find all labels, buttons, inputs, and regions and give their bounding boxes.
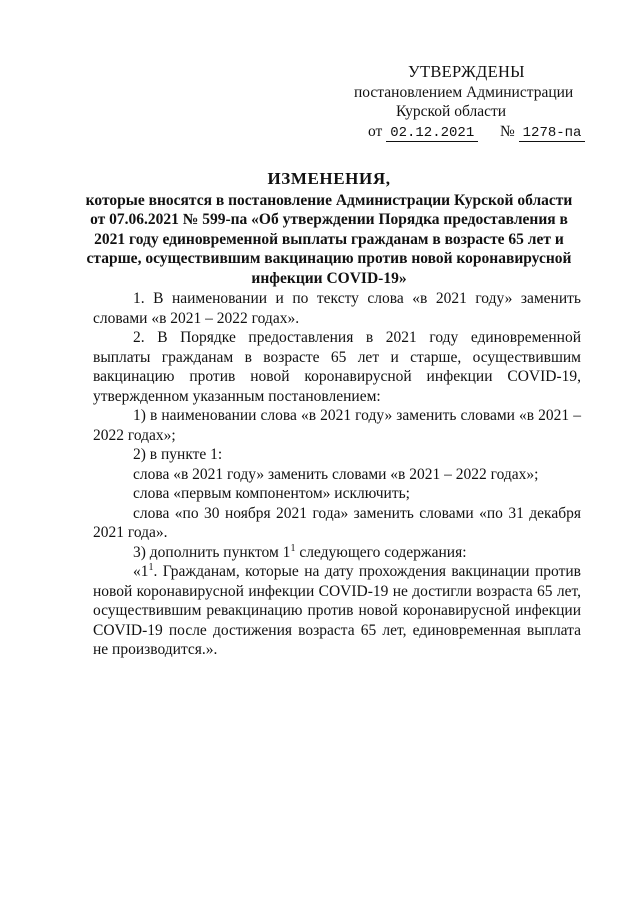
approval-line-1: постановлением Администрации	[354, 84, 574, 101]
p8-superscript: 1	[290, 542, 296, 554]
document-heading	[85, 169, 573, 289]
paragraph-9	[93, 562, 581, 660]
p9-text-end: . Гражданам, которые на дату прохождения вакцинации против новой коронавирусной инфекции COVID-19 не достигли возраста 65 лет, осуществившим ревакцинацию против новой коронавирусной инфекции COVID-19 после достижения возраста 65 лет, единовременная выплата не производится.».	[93, 563, 581, 658]
approval-date-line	[368, 122, 585, 143]
p8-text-end: следующего содержания:	[295, 543, 467, 561]
approval-date: 02.12.2021	[386, 125, 478, 142]
paragraph-6: слова «первым компонентом» исключить;	[133, 485, 410, 502]
heading-body: которые вносятся в постановление Администрации Курской области от 07.06.2021 № 599-па «Об утверждении Порядка предоставления в 2021 году единовременной выплаты гражданам в возрасте 65 лет и старше, осуществившим вакцинацию против новой коронавирусной инфекции COVID-19»	[85, 191, 573, 287]
paragraph-3: 1) в наименовании слова «в 2021 году» заменить словами «в 2021 – 2022 годах»;	[93, 407, 581, 444]
paragraph-1: 1. В наименовании и по тексту слова «в 2021 году» заменить словами «в 2021 – 2022 годах».	[93, 290, 581, 327]
paragraph-5: слова «в 2021 году» заменить словами «в 2021 – 2022 годах»;	[133, 465, 539, 483]
paragraph-4: 2) в пункте 1:	[133, 446, 223, 463]
p9-superscript: 1	[148, 562, 154, 573]
paragraph-8	[93, 543, 581, 563]
paragraph-7: слова «по 30 ноября 2021 года» заменить словами «по 31 декабря 2021 года».	[93, 504, 581, 541]
heading-title: ИЗМЕНЕНИЯ,	[267, 169, 391, 188]
document-body	[93, 289, 581, 660]
approval-title: УТВЕРЖДЕНЫ	[408, 62, 525, 81]
approval-line-2: Курской области	[396, 103, 507, 120]
paragraph-2: 2. В Порядке предоставления в 2021 году единовременной выплаты гражданам в возрасте 65 лет и старше, осуществившим вакцинацию против новой коронавирусной инфекции COVID-19, утвержденном указанным постановлением:	[93, 329, 581, 405]
p9-text: «1	[133, 563, 149, 580]
number-prefix: №	[499, 123, 515, 140]
date-prefix: от	[368, 123, 383, 140]
approval-number: 1278-па	[519, 125, 586, 142]
p8-text: 3) дополнить пунктом 1	[133, 543, 291, 561]
